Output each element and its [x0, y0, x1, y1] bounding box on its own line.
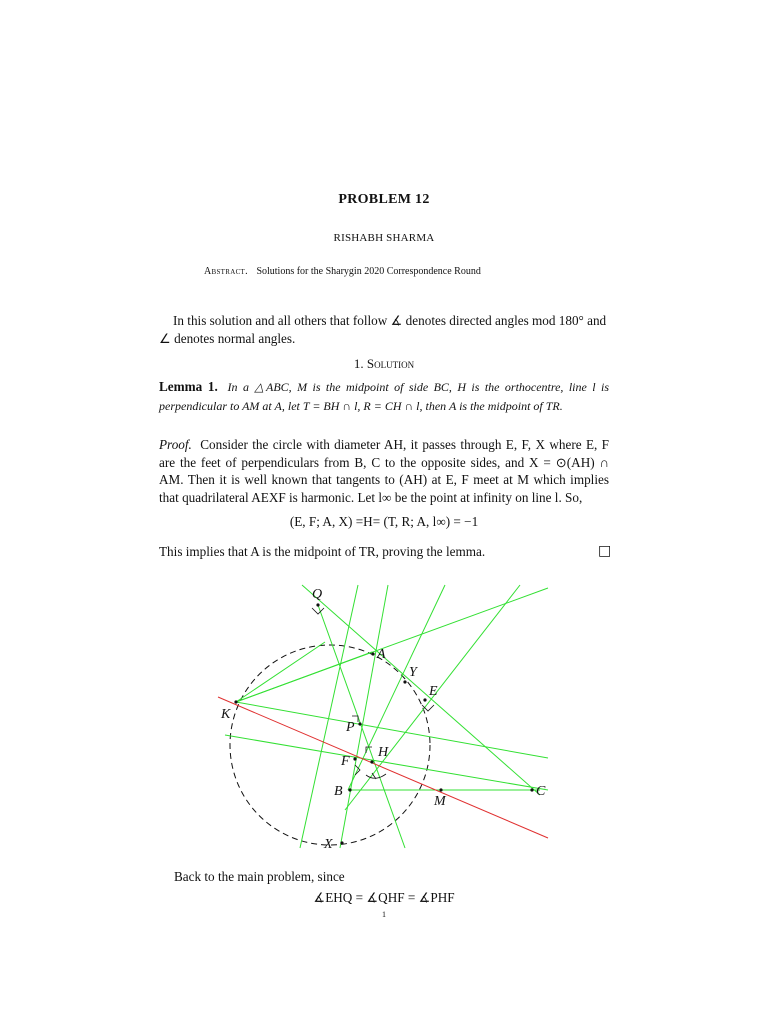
- label-x: X: [324, 837, 333, 852]
- line-k-lower: [225, 735, 548, 790]
- label-k: K: [221, 707, 231, 722]
- geometry-figure: [215, 582, 555, 852]
- label-a: A: [377, 647, 386, 662]
- paper-title: PROBLEM 12: [338, 192, 430, 207]
- abstract: [204, 266, 584, 277]
- point-k: [234, 700, 237, 703]
- point-h: [370, 760, 373, 763]
- intro-paragraph: In this solution and all others that follow ∡ denotes directed angles mod 180° and ∠ denotes normal angles.: [159, 313, 607, 346]
- green-lines: [225, 585, 548, 848]
- line-q-c: [302, 585, 540, 795]
- label-y: Y: [409, 665, 417, 680]
- angle-equation: ∡EHQ = ∡QHF = ∡PHF: [313, 890, 455, 905]
- label-c: C: [536, 784, 546, 799]
- abstract-label: Abstract.: [204, 266, 248, 277]
- line-k-a: [236, 652, 372, 702]
- point-e: [423, 698, 426, 701]
- proof-label: Proof.: [159, 437, 192, 452]
- proof: [159, 436, 609, 506]
- label-b: B: [334, 784, 343, 799]
- author-name: RISHABH SHARMA: [333, 232, 435, 244]
- qed-box-icon: □: [598, 543, 612, 559]
- label-f: F: [341, 754, 350, 769]
- point-m: [439, 788, 442, 791]
- proof-text: Consider the circle with diameter AH, it passes through E, F, X where E, F are the feet of perpendiculars from B, C to the opposite sides, and X = ⊙(AH) ∩ AM. Then it is well known that tangents to (AH) at E, F meet at M which implies that quadrilateral AEXF is harmonic. Let l∞ be the point at infinity on line l. So,: [159, 437, 609, 505]
- label-q: Q: [312, 587, 323, 602]
- section-title: Solution: [366, 356, 415, 371]
- point-x: [340, 841, 343, 844]
- section-heading: [0, 356, 768, 372]
- red-line-l: [218, 697, 548, 838]
- section-number: 1.: [353, 356, 364, 371]
- label-h: H: [378, 745, 389, 760]
- point-a: [371, 652, 374, 655]
- point-q: [316, 603, 319, 606]
- label-e: E: [429, 684, 438, 699]
- lemma-statement: In a △ABC, M is the midpoint of side BC, H is the orthocentre, line l is perpendicular to AM at A, let T = BH ∩ l, R = CH ∩ l, then A is the midpoint of TR.: [159, 380, 610, 413]
- line-k-circle: [236, 642, 325, 702]
- lemma-1: [159, 378, 609, 415]
- point-f: [353, 757, 356, 760]
- back-to-main-text: Back to the main problem, since: [174, 869, 345, 884]
- line-q-x: [300, 585, 358, 848]
- page-number: 1: [382, 910, 386, 919]
- points: [234, 603, 533, 844]
- abstract-text: Solutions for the Sharygin 2020 Correspondence Round: [256, 266, 481, 277]
- lemma-label: Lemma 1.: [159, 379, 218, 394]
- cross-ratio-equation: (E, F; A, X) =H= (T, R; A, l∞) = −1: [289, 514, 479, 529]
- point-y: [403, 680, 406, 683]
- line-q-fh: [318, 605, 405, 848]
- label-p: P: [346, 720, 355, 735]
- lemma-conclusion: This implies that A is the midpoint of TR, proving the lemma.: [159, 544, 486, 559]
- label-m: M: [434, 794, 446, 809]
- point-c: [530, 788, 533, 791]
- point-p: [358, 722, 361, 725]
- point-b: [348, 788, 351, 791]
